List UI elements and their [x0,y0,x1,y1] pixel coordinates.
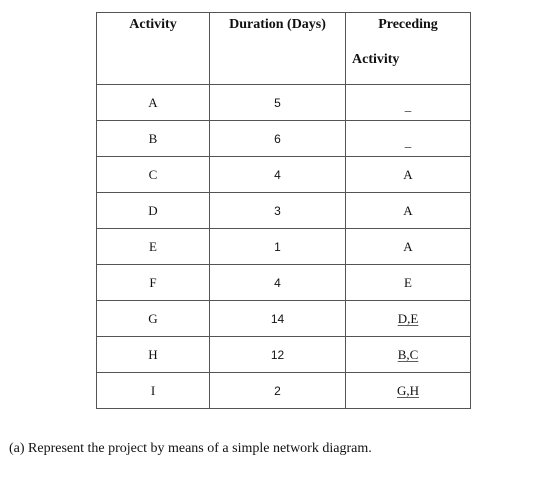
table-row [97,193,471,229]
preceding-value: _ [404,97,412,113]
activity-cell: A [97,85,210,121]
header-activity-label: Activity [129,17,177,32]
activity-cell: E [97,229,210,265]
header-preceding [346,13,471,85]
table-row [97,157,471,193]
duration-cell: 12 [210,337,346,373]
activity-table [96,12,471,409]
table-row [97,337,471,373]
header-duration [210,13,346,85]
preceding-cell [346,301,471,337]
activity-cell: D [97,193,210,229]
preceding-cell: A [346,193,471,229]
preceding-value: _ [404,133,412,149]
question-text: (a) Represent the project by means of a simple network diagram. [9,441,372,456]
duration-cell: 4 [210,265,346,301]
table-row [97,85,471,121]
table-row [97,121,471,157]
preceding-cell: A [346,229,471,265]
activity-cell: C [97,157,210,193]
table-row [97,229,471,265]
header-preceding-label-line1: Preceding [378,17,438,32]
preceding-cell: E [346,265,471,301]
preceding-cell [346,337,471,373]
table-header-row [97,13,471,85]
preceding-value: G,H [396,382,420,398]
table-row [97,301,471,337]
preceding-cell [346,85,471,121]
header-activity [97,13,210,85]
activity-table-container [96,12,470,405]
duration-cell: 6 [210,121,346,157]
activity-cell: H [97,337,210,373]
duration-cell: 3 [210,193,346,229]
preceding-value: B,C [397,346,419,362]
preceding-cell [346,121,471,157]
activity-cell: I [97,373,210,409]
duration-cell: 5 [210,85,346,121]
duration-cell: 1 [210,229,346,265]
duration-cell: 14 [210,301,346,337]
preceding-cell [346,373,471,409]
duration-cell: 2 [210,373,346,409]
activity-cell: F [97,265,210,301]
activity-cell: B [97,121,210,157]
table-row [97,265,471,301]
duration-cell: 4 [210,157,346,193]
activity-cell: G [97,301,210,337]
header-preceding-label-line2: Activity [352,52,400,67]
header-duration-label: Duration (Days) [229,17,326,32]
preceding-cell: A [346,157,471,193]
table-row [97,373,471,409]
preceding-value: D,E [397,310,419,326]
